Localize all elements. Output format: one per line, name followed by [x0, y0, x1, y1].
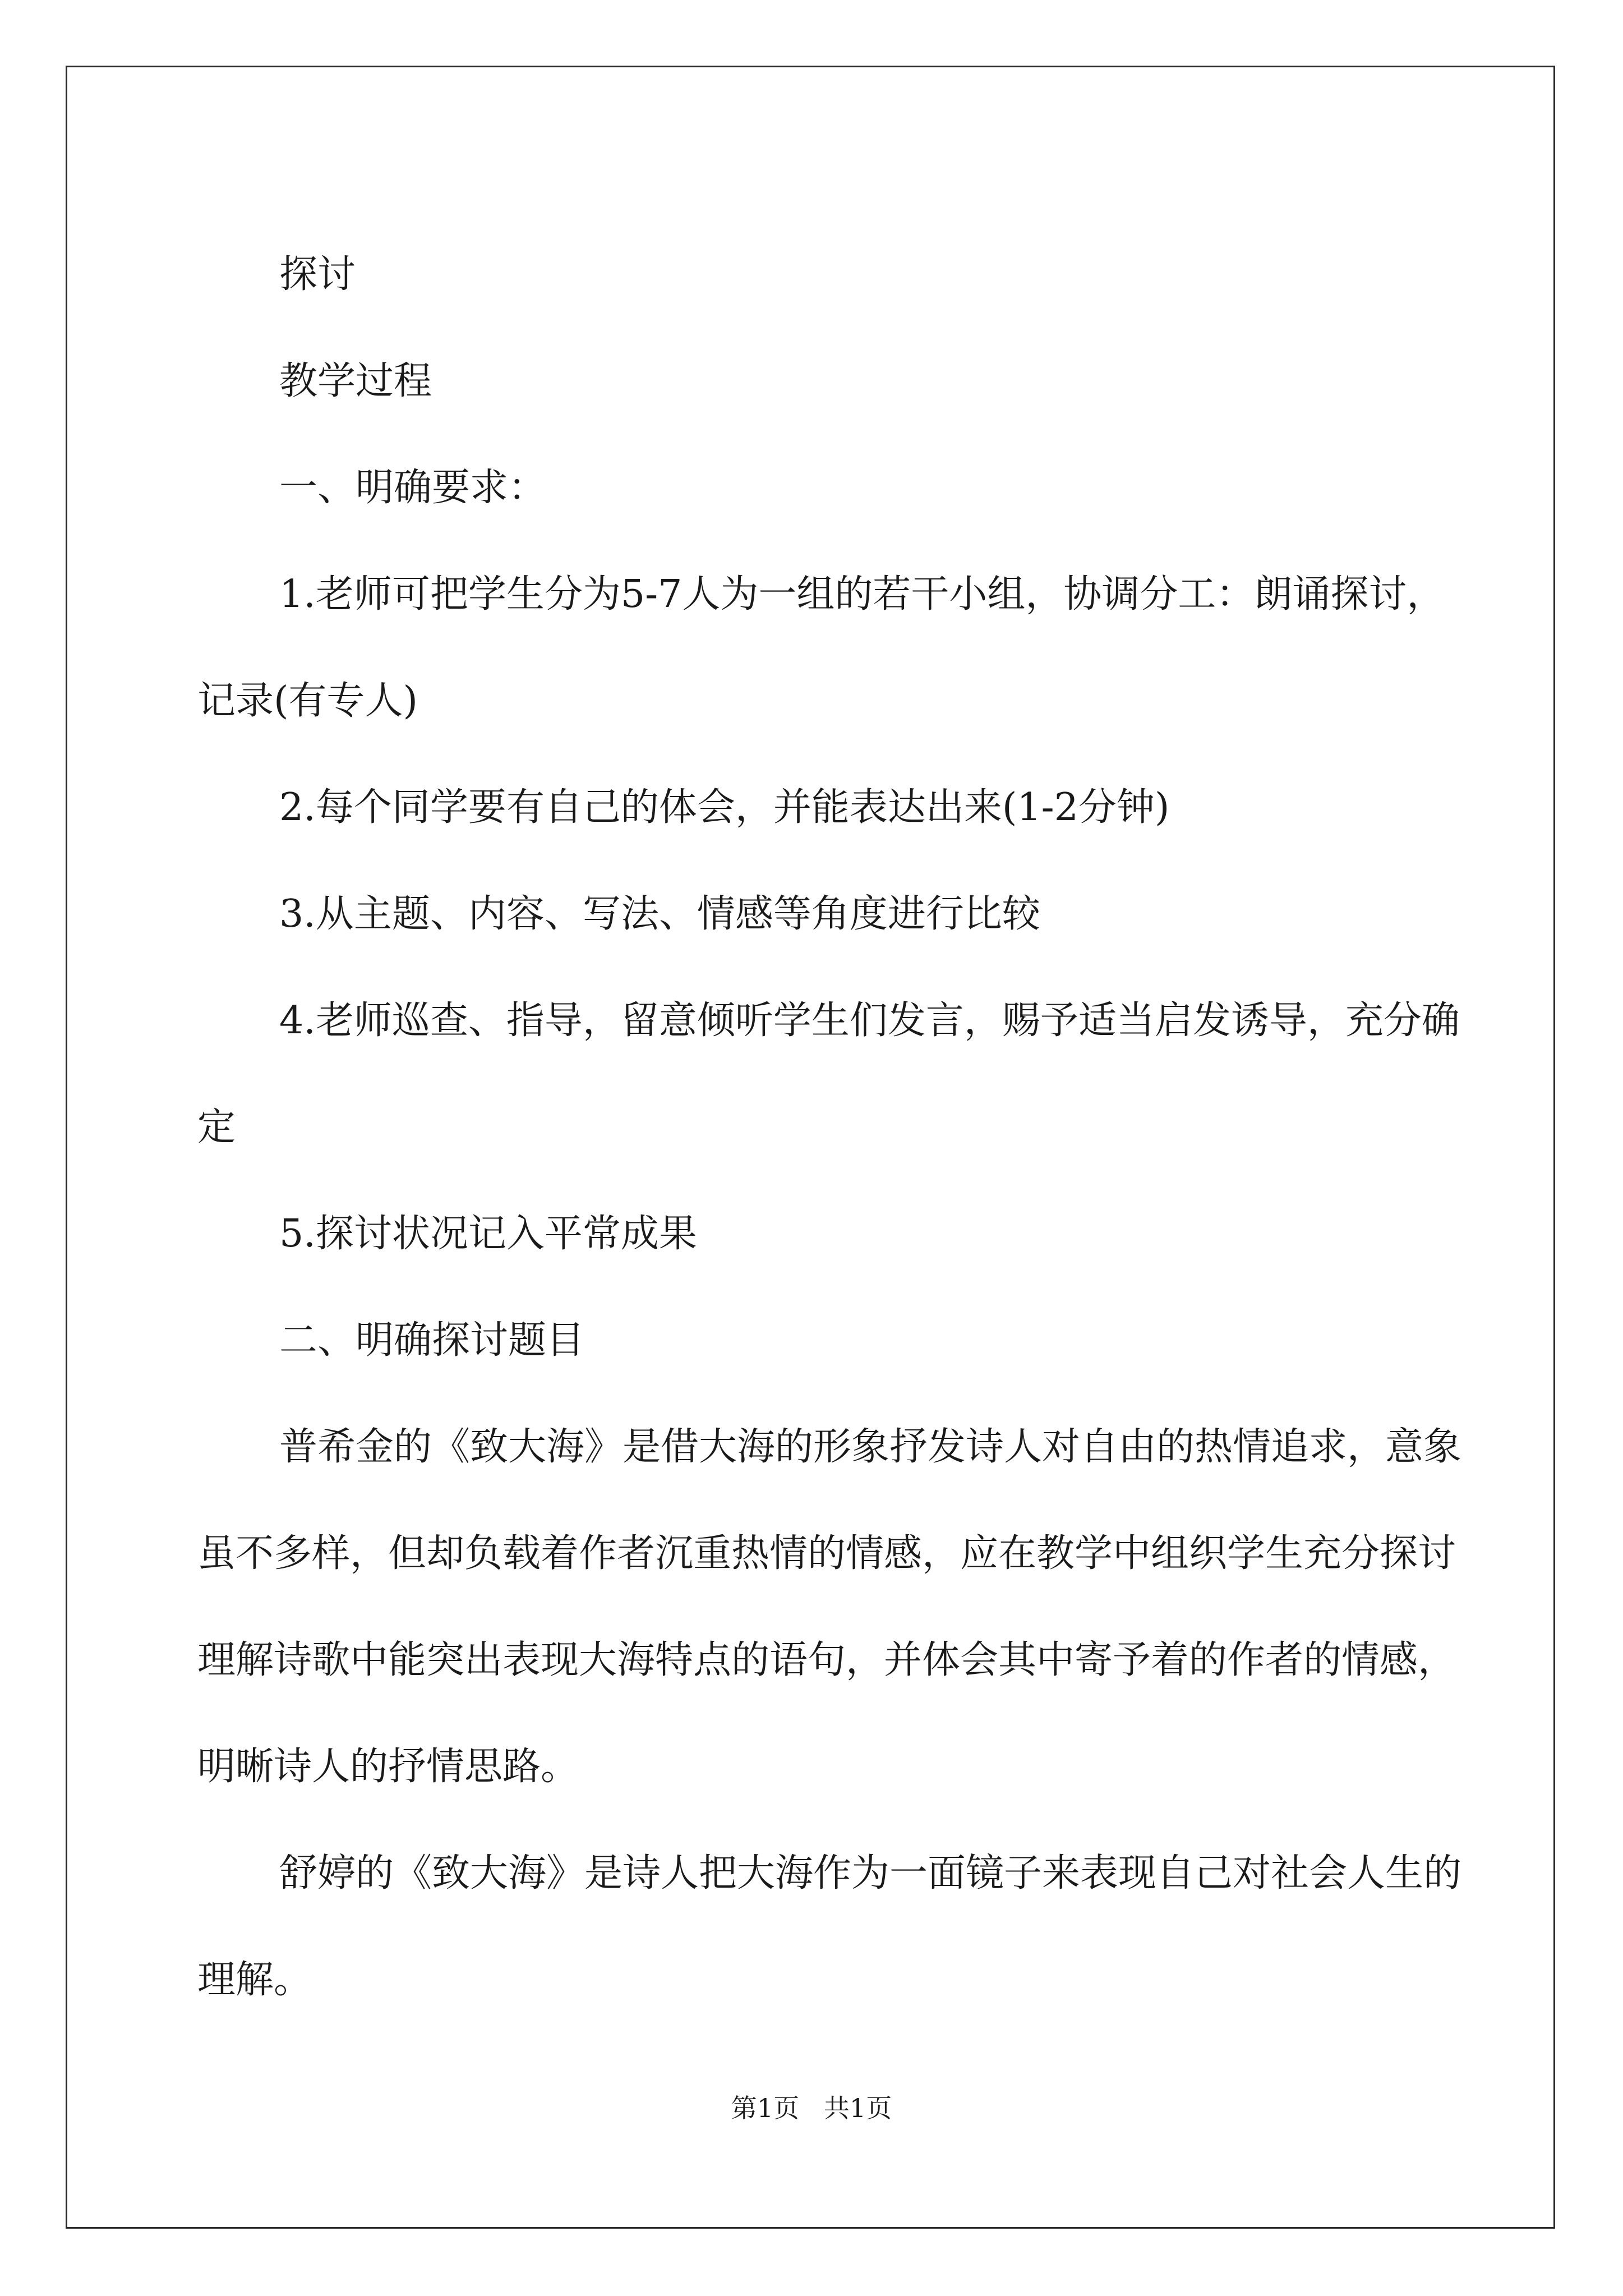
paragraph-teaching-process: 教学过程 [279, 359, 432, 403]
paragraph-discussion: 探讨 [279, 252, 356, 297]
heading-clarify-requirements: 一、明确要求： [279, 466, 547, 510]
paragraph-item-1: 1.老师可把学生分为5-7人为一组的若干小组，协调分工：朗诵探讨，记录(有专人) [197, 572, 1445, 723]
paragraph-pushkin: 普希金的《致大海》是借大海的形象抒发诗人对自由的热情追求，意象虽不多样，但却负载着作者沉重热情的情感，应在教学中组织学生充分探讨理解诗歌中能突出表现大海特点的语句，并体会其中寄予着的作者的情感，明晰诗人的抒情思路。 [197, 1425, 1462, 1789]
paragraph-shuting: 舒婷的《致大海》是诗人把大海作为一面镜子来表现自己对社会人生的理解。 [197, 1851, 1462, 2002]
document-body [197, 222, 1469, 2033]
page-number-footer: 第1页 共1页 [731, 2093, 892, 2123]
paragraph-item-5: 5.探讨状况记入平常成果 [279, 1212, 697, 1256]
heading-clarify-topics: 二、明确探讨题目 [279, 1318, 585, 1363]
paragraph-item-4: 4.老师巡查、指导，留意倾听学生们发言，赐予适当启发诱导，充分确定 [197, 999, 1460, 1149]
paragraph-item-3: 3.从主题、内容、写法、情感等角度进行比较 [279, 892, 1040, 936]
paragraph-item-2: 2.每个同学要有自己的体会，并能表达出来(1-2分钟) [279, 785, 1170, 830]
